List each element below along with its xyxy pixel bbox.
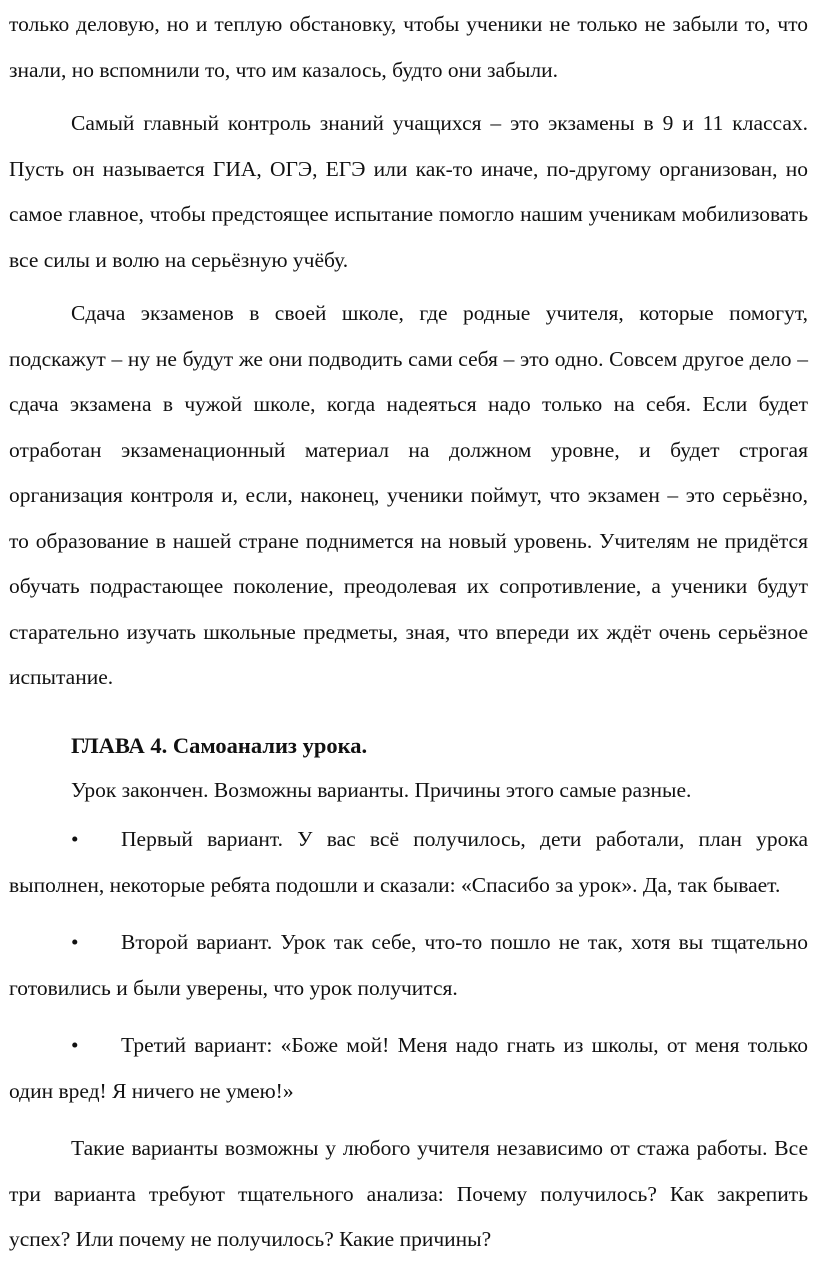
- bullet-icon: •: [71, 930, 79, 954]
- bullet-item: [9, 817, 808, 908]
- paragraph-continuation: только деловую, но и теплую обстановку, чтобы ученики не только не забыли то, что знали, но вспомнили то, что им казалось, будто они забыли.: [9, 12, 808, 82]
- bullet-text: Второй вариант. Урок так себе, что-то пошло не так, хотя вы тщательно готовились и были уверены, что урок получится.: [9, 930, 808, 1000]
- paragraph-exams: Самый главный контроль знаний учащихся – это экзамены в 9 и 11 классах. Пусть он называется ГИА, ОГЭ, ЕГЭ или как-то иначе, по-другому организован, но самое главное, чтобы предстоящее испытание помогло нашим ученикам мобилизовать все силы и волю на серьёзную учёбу.: [9, 111, 808, 272]
- paragraph-exam-school: Сдача экзаменов в своей школе, где родные учителя, которые помогут, подскажут – ну не будут же они подводить сами себя – это одно. Совсем другое дело – сдача экзамена в чужой школе, когда надеяться надо только на себя. Если будет отработан экзаменационный материал на должном уровне, и будет строгая организация контроля и, если, наконец, ученики поймут, что экзамен – это серьёзно, то образование в нашей стране поднимется на новый уровень. Учителям не придётся обучать подрастающее поколение, преодолевая их сопротивление, а ученики будут старательно изучать школьные предметы, зная, что впереди их ждёт очень серьёзное испытание.: [9, 301, 808, 689]
- paragraph-conclusion: Такие варианты возможны у любого учителя независимо от стажа работы. Все три варианта требуют тщательного анализа: Почему получилось? Как закрепить успех? Или почему не получилось? Какие причины?: [9, 1136, 808, 1251]
- bullet-text: Первый вариант. У вас всё получилось, дети работали, план урока выполнен, некоторые ребята подошли и сказали: «Спасибо за урок». Да, так бывает.: [9, 827, 808, 897]
- chapter-heading: ГЛАВА 4. Самоанализ урока.: [71, 732, 368, 758]
- bullet-text: Третий вариант: «Боже мой! Меня надо гнать из школы, от меня только один вред! Я ничего не умею!»: [9, 1033, 808, 1103]
- bullet-icon: •: [71, 827, 79, 851]
- bullet-icon: •: [71, 1033, 79, 1057]
- bullet-item: [9, 920, 808, 1011]
- bullet-item: [9, 1023, 808, 1114]
- paragraph-intro: Урок закончен. Возможны варианты. Причины этого самые разные.: [71, 777, 692, 802]
